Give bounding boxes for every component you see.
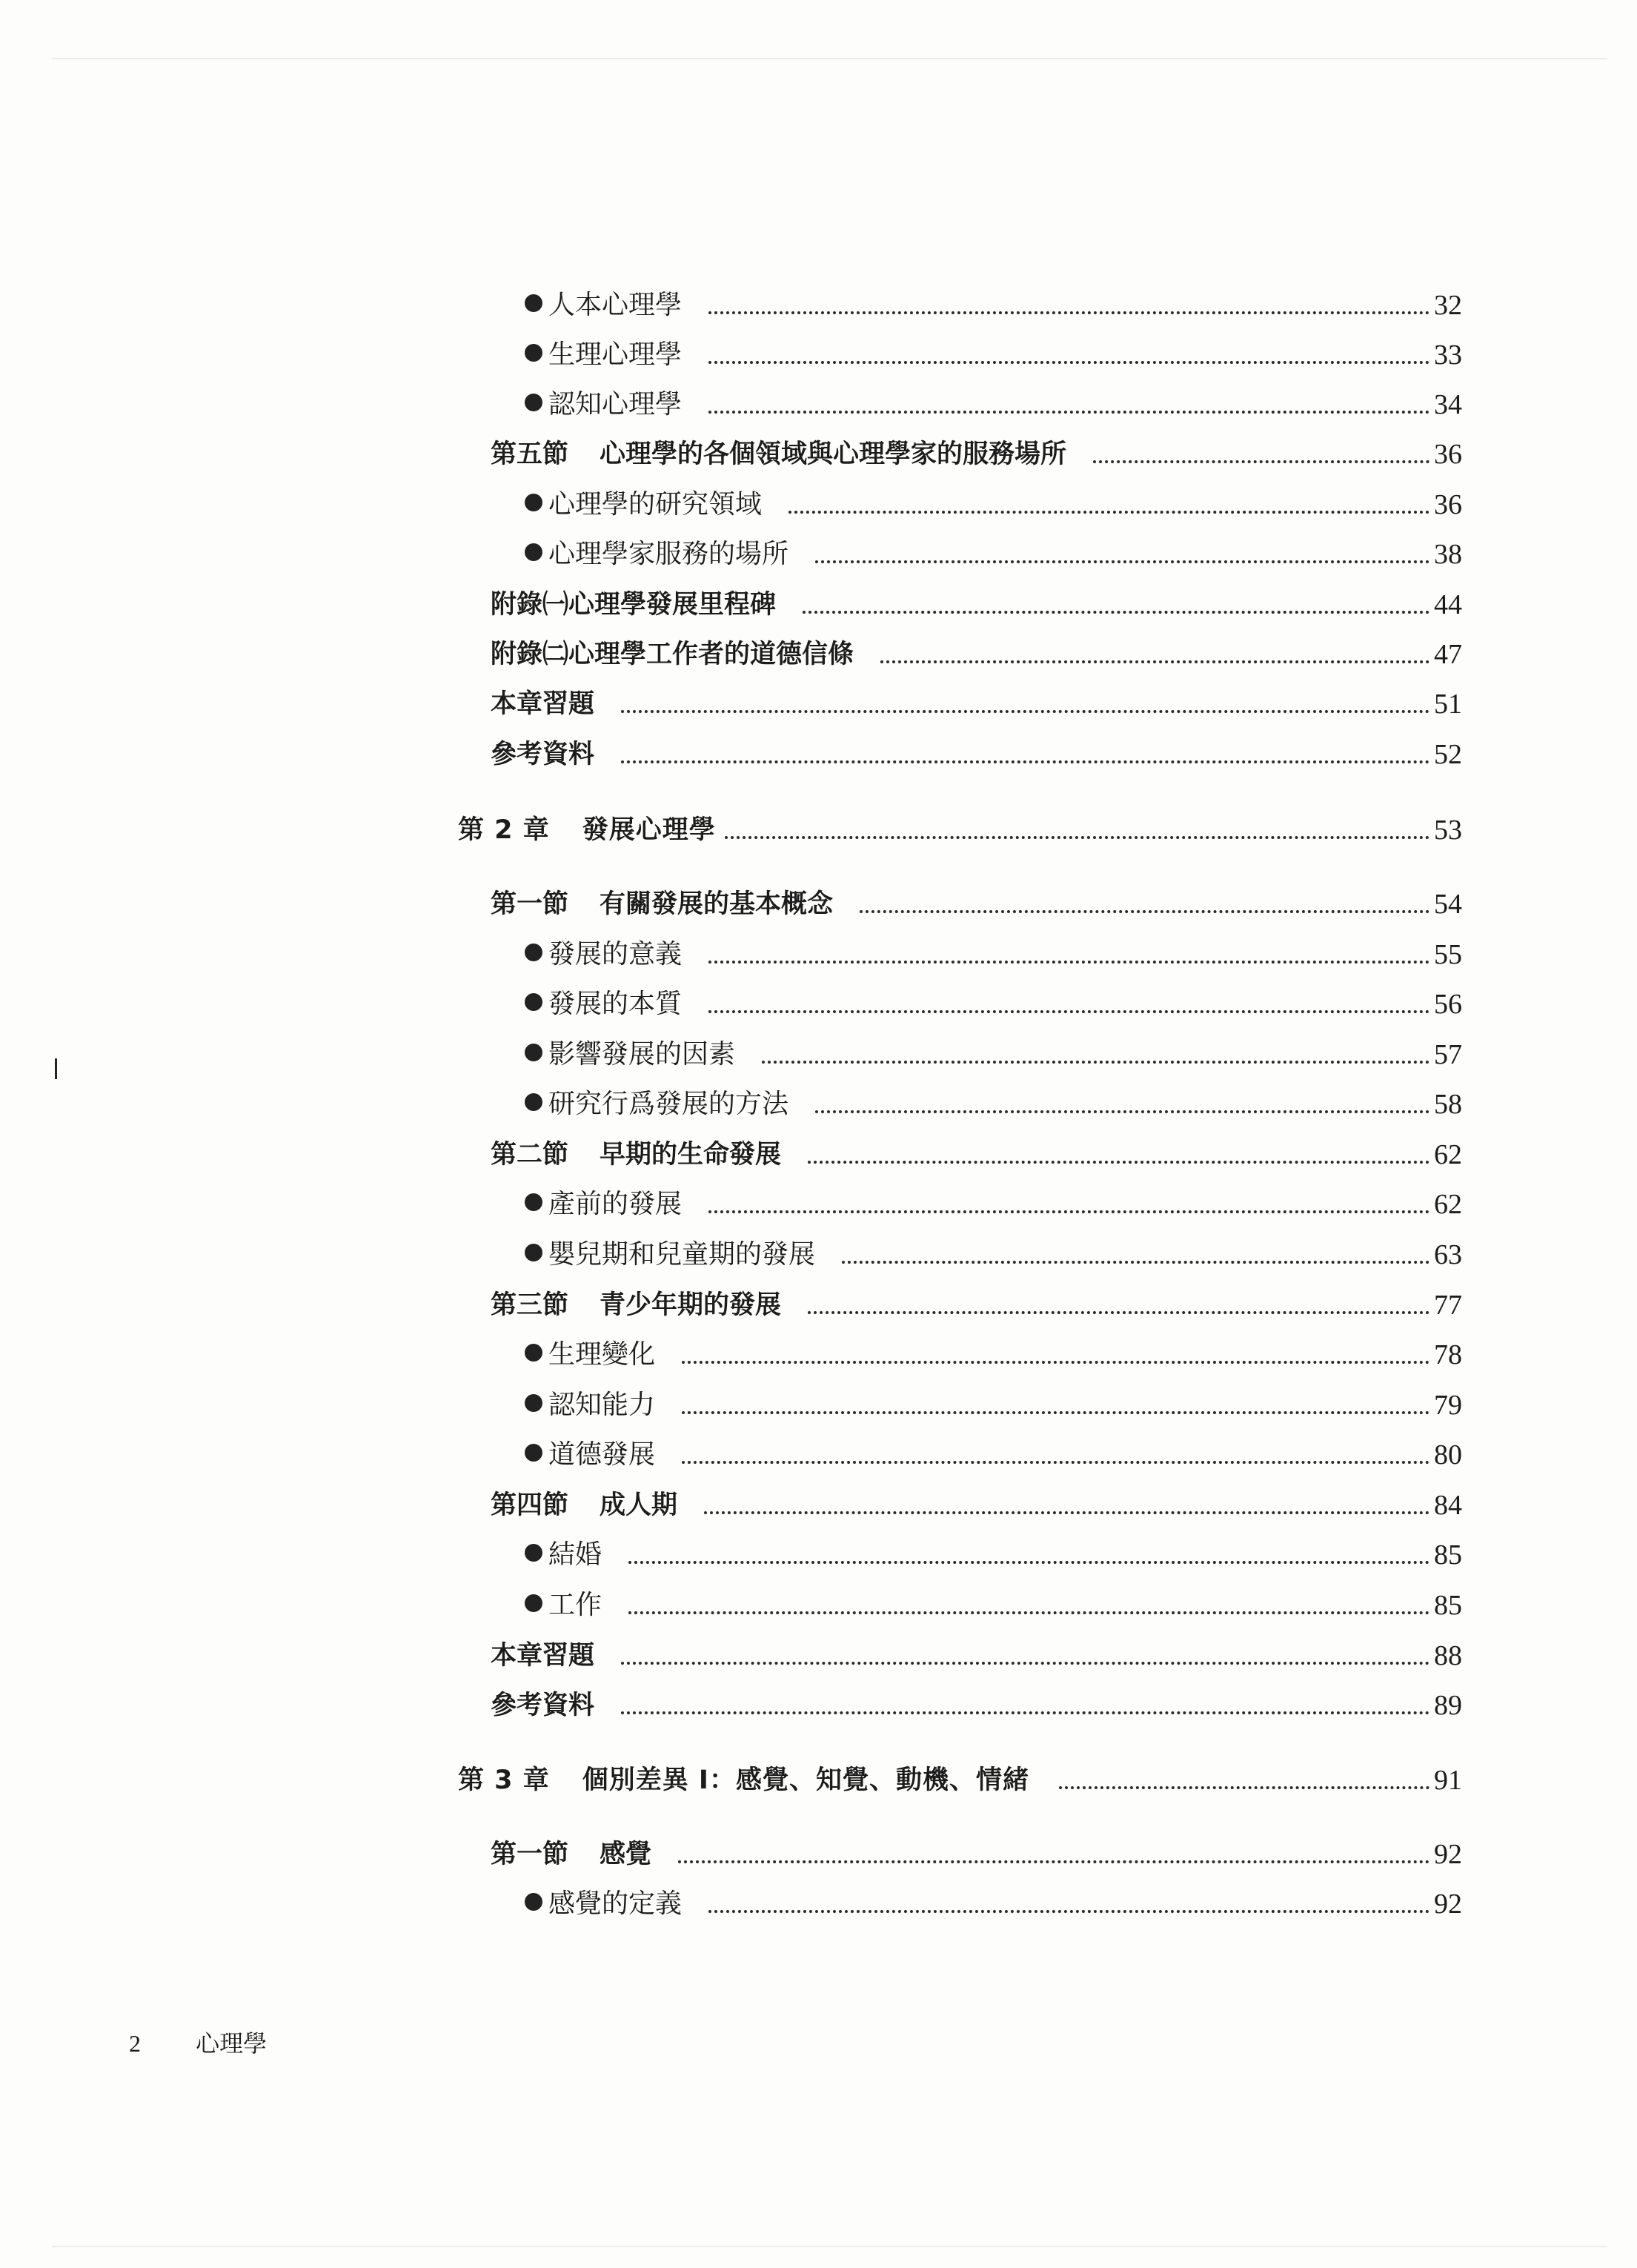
dot-leader xyxy=(628,1561,1430,1564)
chapter-title: 發展心理學 xyxy=(582,815,716,845)
toc-item-text: 嬰兒期和兒童期的發展 xyxy=(548,1239,816,1270)
toc-item-text: 人本心理學 xyxy=(548,290,683,320)
dot-leader xyxy=(708,411,1430,414)
bullet-icon xyxy=(525,1093,542,1111)
bullet-icon xyxy=(525,1044,542,1061)
toc-page-number: 62 xyxy=(1434,1189,1462,1220)
toc-item xyxy=(525,334,1462,376)
dot-leader xyxy=(628,1611,1430,1614)
toc-item xyxy=(525,1434,1462,1476)
toc-section xyxy=(491,1834,1462,1875)
toc-page-number: 91 xyxy=(1434,1765,1462,1796)
footer-page-number: 2 xyxy=(129,2030,141,2057)
toc-item-label xyxy=(525,984,682,1025)
toc-item-label xyxy=(525,1434,655,1476)
toc-page-number: 58 xyxy=(1434,1089,1462,1120)
toc-item-label xyxy=(525,1534,602,1576)
toc-page-number: 33 xyxy=(1434,339,1462,371)
toc-page-number: 34 xyxy=(1434,389,1462,420)
toc-item xyxy=(525,984,1462,1025)
toc-item xyxy=(525,384,1462,425)
toc-item-text: 發展的本質 xyxy=(548,989,683,1019)
toc-chapter-label xyxy=(458,1760,1029,1801)
dot-leader xyxy=(621,1662,1430,1665)
dot-leader xyxy=(1059,1786,1430,1789)
bullet-icon xyxy=(525,543,542,561)
toc-item xyxy=(525,934,1462,975)
toc-item xyxy=(525,534,1462,575)
toc-page-number: 92 xyxy=(1434,1839,1462,1870)
section-number: 第二節 xyxy=(491,1140,569,1170)
toc-page-number: 55 xyxy=(1434,939,1462,970)
toc-page-number: 85 xyxy=(1434,1539,1462,1571)
toc-item-text: 認知能力 xyxy=(548,1390,656,1420)
toc-section-label xyxy=(491,1834,651,1875)
toc-section-label xyxy=(491,1485,677,1526)
toc-page-number: 79 xyxy=(1434,1390,1462,1421)
toc-item xyxy=(525,1034,1462,1075)
toc-page-number: 47 xyxy=(1434,639,1462,670)
dot-leader xyxy=(762,1061,1430,1064)
toc-heading xyxy=(491,634,1462,675)
toc-page-number: 32 xyxy=(1434,290,1462,321)
footer-book-title: 心理學 xyxy=(196,2029,268,2058)
bullet-icon xyxy=(525,394,542,411)
toc-heading-label: 本章習題 xyxy=(491,689,595,719)
toc-item xyxy=(525,484,1462,525)
bullet-icon xyxy=(525,1594,542,1612)
dot-leader xyxy=(725,836,1430,839)
bullet-icon xyxy=(525,1444,542,1462)
toc-item xyxy=(525,1585,1462,1626)
toc-page-number: 84 xyxy=(1434,1490,1462,1521)
page-footer xyxy=(129,2025,267,2059)
toc-item-text: 心理學家服務的場所 xyxy=(548,539,789,569)
toc-page-number: 78 xyxy=(1434,1339,1462,1370)
toc-item-text: 研究行爲發展的方法 xyxy=(548,1089,789,1119)
toc-item-text: 生理心理學 xyxy=(548,339,683,370)
section-title: 早期的生命發展 xyxy=(600,1140,782,1170)
toc-item-text: 生理變化 xyxy=(548,1339,656,1370)
toc-item-label xyxy=(525,285,682,326)
toc-heading xyxy=(491,734,1462,775)
toc-page-number: 51 xyxy=(1434,689,1462,720)
toc-page-number: 77 xyxy=(1434,1290,1462,1321)
toc-item-label xyxy=(525,484,762,525)
toc-page-number: 36 xyxy=(1434,439,1462,470)
dot-leader xyxy=(842,1261,1430,1264)
dot-leader xyxy=(803,611,1430,614)
toc-page-number: 36 xyxy=(1434,489,1462,520)
toc-item-label xyxy=(525,1084,788,1125)
toc-item xyxy=(525,1234,1462,1276)
toc-page-number: 89 xyxy=(1434,1690,1462,1721)
toc-heading-label: 附錄㈠心理學發展里程碑 xyxy=(491,590,777,620)
chapter-title: 個別差異 I：感覺、知覺、動機、情緒 xyxy=(582,1765,1029,1795)
dot-leader xyxy=(682,1461,1430,1464)
toc-heading-label: 參考資料 xyxy=(491,740,595,769)
dot-leader xyxy=(678,1860,1430,1863)
toc-section-label xyxy=(491,1284,781,1326)
section-title: 感覺 xyxy=(600,1840,652,1869)
section-title: 有關發展的基本概念 xyxy=(600,889,834,919)
bullet-icon xyxy=(525,1394,542,1412)
toc-item-label xyxy=(525,534,788,575)
dot-leader xyxy=(808,1311,1430,1314)
bullet-icon xyxy=(525,944,542,961)
toc-page-number: 44 xyxy=(1434,589,1462,620)
dot-leader xyxy=(708,311,1430,314)
toc-item-text: 發展的意義 xyxy=(548,939,683,969)
toc-item-label xyxy=(525,1234,815,1276)
toc-item-text: 認知心理學 xyxy=(548,389,683,420)
toc-item xyxy=(525,1334,1462,1376)
toc-item-label xyxy=(525,1034,735,1075)
section-number: 第三節 xyxy=(491,1290,569,1320)
toc-item-text: 道德發展 xyxy=(548,1439,656,1470)
toc-item xyxy=(525,1883,1462,1925)
toc-item xyxy=(525,1534,1462,1576)
dot-leader xyxy=(621,710,1430,713)
dot-leader xyxy=(704,1511,1430,1514)
toc-item-text: 感覺的定義 xyxy=(548,1889,683,1919)
toc-section xyxy=(491,434,1462,475)
toc-section xyxy=(491,883,1462,925)
toc-section-label xyxy=(491,434,1066,475)
chapter-number: 第 3 章 xyxy=(458,1765,550,1795)
section-title: 成人期 xyxy=(600,1491,678,1520)
section-number: 第一節 xyxy=(491,1840,569,1869)
toc-item-label xyxy=(525,1385,655,1426)
toc-page-number: 92 xyxy=(1434,1889,1462,1920)
toc-page-number: 56 xyxy=(1434,989,1462,1020)
dot-leader xyxy=(788,511,1430,514)
toc-item xyxy=(525,1184,1462,1225)
toc-page-number: 53 xyxy=(1434,815,1462,846)
bullet-icon xyxy=(525,294,542,312)
dot-leader xyxy=(621,1711,1430,1714)
toc-section-label xyxy=(491,1134,781,1176)
section-title: 青少年期的發展 xyxy=(600,1290,782,1320)
toc-heading xyxy=(491,1685,1462,1726)
toc-chapter xyxy=(458,1760,1462,1801)
dot-leader xyxy=(708,1210,1430,1213)
dot-leader xyxy=(815,1110,1430,1113)
toc-item xyxy=(525,1385,1462,1426)
toc-heading-label: 參考資料 xyxy=(491,1691,595,1720)
toc-page-number: 85 xyxy=(1434,1590,1462,1621)
dot-leader xyxy=(708,1910,1430,1913)
bullet-icon xyxy=(525,1244,542,1261)
toc-heading xyxy=(491,683,1462,725)
toc-item xyxy=(525,1084,1462,1125)
dot-leader xyxy=(682,1411,1430,1414)
toc-section xyxy=(491,1284,1462,1326)
dot-leader xyxy=(1093,460,1430,463)
toc-heading xyxy=(491,584,1462,626)
toc-page-number: 62 xyxy=(1434,1139,1462,1170)
dot-leader xyxy=(708,961,1430,964)
dot-leader xyxy=(708,361,1430,364)
toc-item-label xyxy=(525,1334,655,1376)
chapter-number: 第 2 章 xyxy=(458,815,550,845)
dot-leader xyxy=(860,910,1430,913)
dot-leader xyxy=(880,660,1430,663)
bullet-icon xyxy=(525,1893,542,1911)
dot-leader xyxy=(808,1161,1430,1164)
toc-item-text: 工作 xyxy=(548,1590,602,1620)
toc-item-text: 影響發展的因素 xyxy=(548,1039,736,1070)
bullet-icon xyxy=(525,494,542,511)
toc-item-label xyxy=(525,334,682,376)
toc-item-label xyxy=(525,1883,682,1925)
toc-item-label xyxy=(525,1184,682,1225)
toc-item xyxy=(525,285,1462,326)
toc-page-number: 54 xyxy=(1434,889,1462,920)
toc-item-text: 產前的發展 xyxy=(548,1189,683,1219)
toc-item-label xyxy=(525,384,682,425)
section-number: 第四節 xyxy=(491,1491,569,1520)
toc-item-text: 心理學的研究領域 xyxy=(548,489,763,520)
bullet-icon xyxy=(525,1193,542,1211)
toc-item-label xyxy=(525,934,682,975)
toc-section-label xyxy=(491,883,833,925)
toc-item-text: 結婚 xyxy=(548,1539,602,1570)
toc-page-number: 63 xyxy=(1434,1239,1462,1270)
bullet-icon xyxy=(525,1544,542,1562)
toc-heading-label: 附錄㈡心理學工作者的道德信條 xyxy=(491,640,854,669)
toc-section xyxy=(491,1485,1462,1526)
toc-page-number: 80 xyxy=(1434,1439,1462,1470)
dot-leader xyxy=(621,760,1430,763)
bullet-icon xyxy=(525,344,542,362)
toc-chapter xyxy=(458,809,1462,851)
toc-chapter-label xyxy=(458,809,716,851)
bullet-icon xyxy=(525,993,542,1011)
toc-heading xyxy=(491,1635,1462,1677)
section-number: 第一節 xyxy=(491,889,569,919)
toc-page-number: 88 xyxy=(1434,1640,1462,1671)
toc-item-label xyxy=(525,1585,602,1626)
dot-leader xyxy=(682,1361,1430,1364)
toc-heading-label: 本章習題 xyxy=(491,1641,595,1671)
dot-leader xyxy=(708,1010,1430,1013)
toc-page-number: 52 xyxy=(1434,739,1462,770)
dot-leader xyxy=(815,560,1430,563)
bullet-icon xyxy=(525,1344,542,1362)
toc-section xyxy=(491,1134,1462,1176)
toc-page-number: 38 xyxy=(1434,539,1462,570)
toc-page-number: 57 xyxy=(1434,1039,1462,1070)
section-number: 第五節 xyxy=(491,440,569,469)
section-title: 心理學的各個領域與心理學家的服務場所 xyxy=(600,440,1067,469)
